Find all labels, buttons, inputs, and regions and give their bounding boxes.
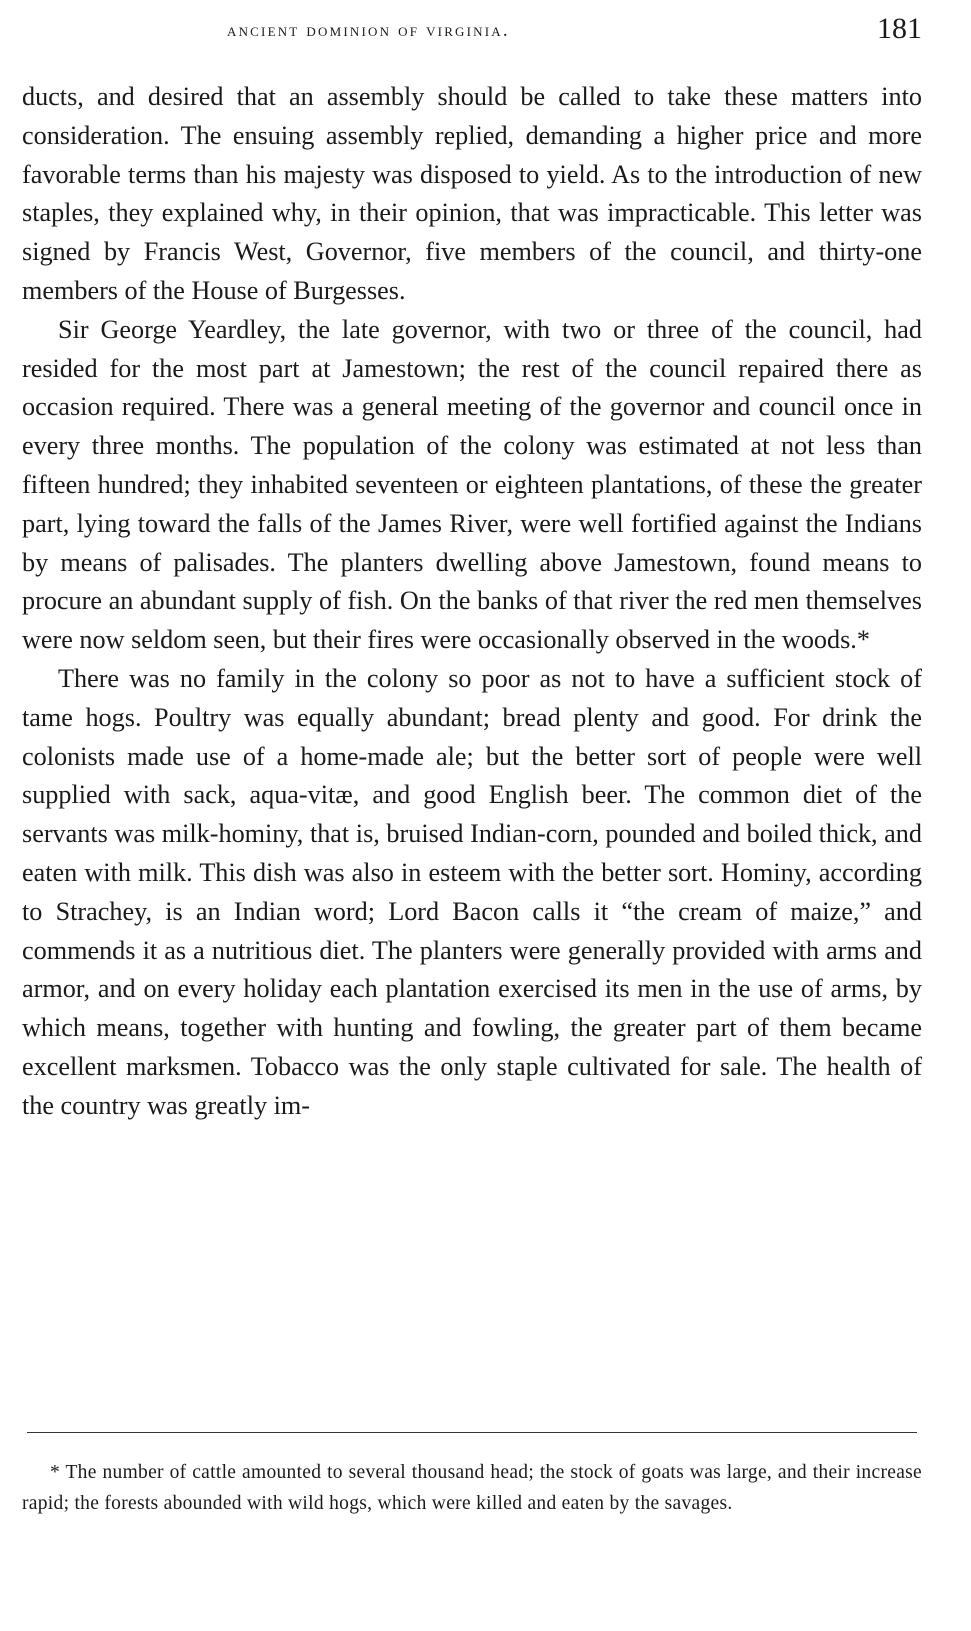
running-head [22, 0, 922, 60]
paragraph-continued: ducts, and desired that an assembly should be called to take these matters into consideration. The ensuing assembly replied, demanding a higher price and more favorable terms than his majesty was disposed to yield. As to the introduction of new staples, they explained why, in their opinion, that was impracticable. This letter was signed by Francis West, Governor, five members of the council, and thirty-one members of the House of Burgesses. [22, 82, 922, 305]
footnote-divider [27, 1432, 917, 1433]
page-number: 181 [877, 12, 922, 45]
footnote-text: * The number of cattle amounted to several thousand head; the stock of goats was large, and their increase rapid; the forests abounded with wild hogs, which were killed and eaten by the savages. [22, 1462, 922, 1514]
book-page [22, 0, 922, 1514]
running-title: ancient dominion of virginia. [227, 20, 510, 41]
footnote [22, 1457, 922, 1519]
paragraph-provisions: There was no family in the colony so poor as not to have a sufficient stock of tame hogs. Poultry was equally abundant; bread plenty and good. For drink the colonists made use of a home-made ale; but the better sort of people were well supplied with sack, aqua-vitæ, and good English beer. The common diet of the servants was milk-hominy, that is, bruised Indian-corn, pounded and boiled thick, and eaten with milk. This dish was also in esteem with the better sort. Hominy, according to Strachey, is an Indian word; Lord Bacon calls it “the cream of maize,” and commends it as a nutritious diet. The planters were generally provided with arms and armor, and on every holiday each plantation exercised its men in the use of arms, by which means, together with hunting and fowling, the greater part of them became excellent marksmen. Tobacco was the only staple cultivated for sale. The health of the country was greatly im- [22, 663, 922, 1120]
paragraph-yeardley: Sir George Yeardley, the late governor, with two or three of the council, had resided for the most part at Jamestown; the rest of the council repaired there as occasion required. There was a general meeting of the governor and council once in every three months. The population of the colony was estimated at not less than fifteen hundred; they inhabited seventeen or eighteen plantations, of these the greater part, lying toward the falls of the James River, were well fortified against the Indians by means of palisades. The planters dwelling above Jamestown, found means to procure an abundant supply of fish. On the banks of that river the red men themselves were now seldom seen, but their fires were occasionally observed in the woods.* [22, 314, 922, 655]
body-text [22, 78, 922, 1126]
